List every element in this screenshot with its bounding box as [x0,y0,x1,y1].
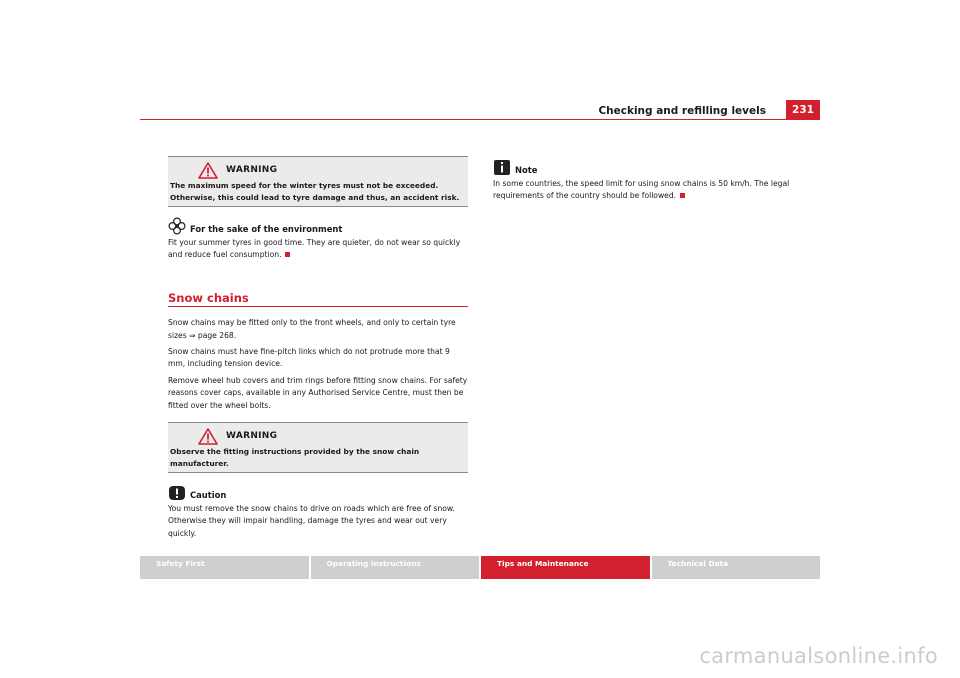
warning-text: Observe the fitting instructions provided by the snow chain manufacturer. [170,447,420,469]
environment-text: Fit your summer tyres in good time. They are quieter, do not wear so quickly and reduce fuel consumption. [168,238,461,260]
page-number: 231 [786,100,820,120]
warning-text: The maximum speed for the winter tyres must not be exceeded. Otherwise, this could lead to tyre damage and thus, an accident risk. [170,181,460,202]
end-of-section-mark [285,252,290,257]
caution-text: You must remove the snow chains to drive on roads which are free of snow. Otherwise they will impair handling, damage the tyres and wear out very quickly. [168,504,455,538]
warning-triangle-icon [198,162,218,179]
caution-heading [168,481,468,501]
footer-tabs [140,556,820,579]
warning-heading [170,160,466,180]
tab-safety-first[interactable]: Safety First [140,556,309,579]
tab-tips-and-maintenance[interactable]: Tips and Maintenance [481,556,650,579]
warning-box [168,422,468,473]
caution-note [168,481,468,540]
paragraph: Snow chains may be fitted only to the front wheels, and only to certain tyre sizes ⇒ page 268. [168,318,456,340]
warning-triangle-icon [198,428,218,445]
tab-operating-instructions[interactable]: Operating instructions [311,556,480,579]
left-column [168,156,468,544]
header-rule [140,119,820,120]
note-info-icon [493,159,511,176]
right-column [493,156,793,207]
caution-title: Caution [190,489,227,500]
note-title: Note [515,164,538,175]
end-of-section-mark [680,193,685,198]
tab-technical-data[interactable]: Technical Data [652,556,821,579]
flower-environment-icon [168,217,186,235]
environment-heading [168,215,468,235]
warning-box [168,156,468,207]
caution-exclamation-icon [168,485,186,501]
environment-note [168,215,468,262]
running-header-title: Checking and refilling levels [598,105,766,117]
note-heading [493,156,793,176]
warning-label: WARNING [226,430,278,441]
note-text: In some countries, the speed limit for using snow chains is 50 km/h. The legal requirements of the country should be followed. [493,179,790,201]
paragraph: Snow chains must have fine-pitch links which do not protrude more that 9 mm, including tension device. [168,347,450,369]
info-note [493,156,793,203]
section-title: Snow chains [168,292,468,307]
environment-title: For the sake of the environment [190,223,343,234]
watermark: carmanualsonline.info [699,644,938,668]
paragraph: Remove wheel hub covers and trim rings before fitting snow chains. For safety reasons cover caps, available in any Authorised Service Centre, must then be fitted over the wheel bolts. [168,375,468,410]
warning-label: WARNING [226,164,278,175]
warning-heading [170,426,466,446]
